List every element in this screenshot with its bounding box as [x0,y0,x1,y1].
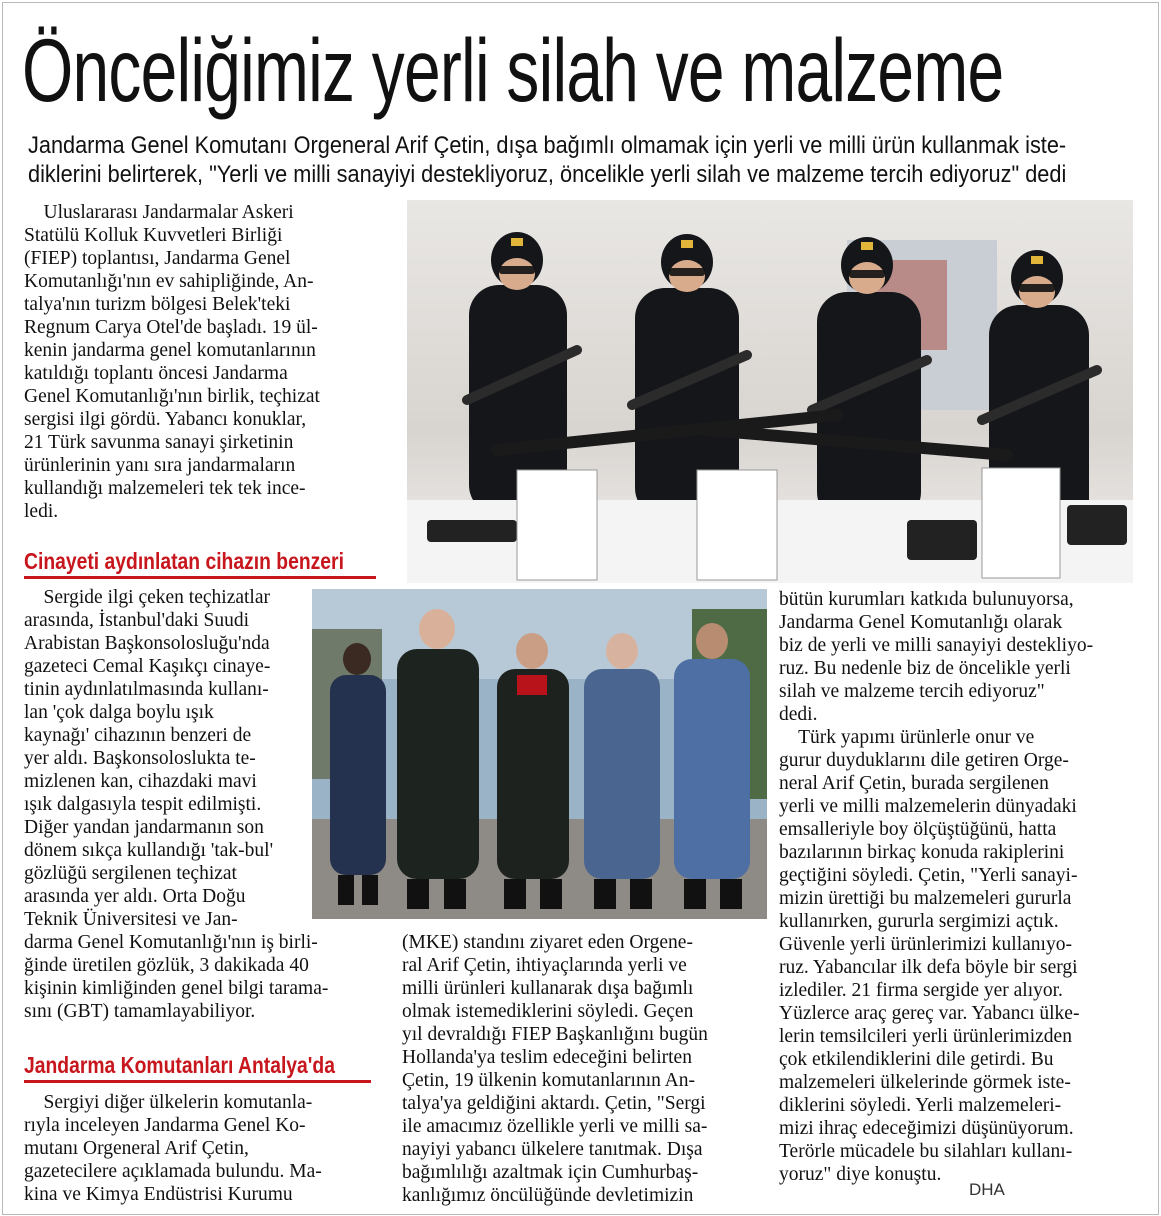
subhead-commanders: Jandarma Komutanları Antalya'da [24,1052,335,1078]
right-paragraph: bütün kurumları katkıda bulunuyorsa, Jandarma Genel Komutanlığı olarak biz de yerli ve milli sanayiyi destekliyo- ruz. Bu nedenle biz de öncelikle yerli silah ve malzeme tercih ediyoruz" dedi. Türk yapımı ürünlerle onur ve gurur duyduklarını dile getiren Orge- neral Arif Çetin, burada sergilenen yerli ve milli malzemelerin dünyadaki emsalleriyle boy ölçüştüğünü, hatta bazılarının birkaç konuda rakiplerini geçtiğini söyledi. Çetin, "Yerli sanayi- mizin ürettiği bu malzemeleri gururla kullanırken, gururla sergimizi açtık. Güvenle yerli ürünlerimizi kullanıyo- ruz. Yabancılar ilk defa böyle bir sergi izlediler. 21 firma sergide yer alıyor. Yüzlerce araç gereç var. Yabancı ülke- lerin temsilcileri yerli ürünlerimizden çok etkilendiklerini dile getirdi. Bu malzemeleri ülkelerinde görmek iste- diklerini söyledi. Yerli malzemeleri- mizi ihraç edeceğimizi düşünüyorum. Terörle mücadele bu silahları kullanı- yoruz" diye konuştu. [779,589,1094,1185]
news-agency-credit: DHA [969,1180,1005,1199]
device-paragraph: Sergide ilgi çeken teçhizatlar arasında, İstanbul'daki Suudi Arabistan Başkonsolosluğu'nda gazeteci Cemal Kaşıkçı cinaye- tinin aydınlatılmasında kullanı- lan 'çok dalga boylu ışık kaynağı' cihazının benzeri de yer aldı. Başkonsoloslukta te- mizlenen kan, cihazdaki mavi ışık dalgasıyla tespit edilmişti. Diğer yandan jandarmanın son dönem sıkça kullandığı 'tak-bul' gözlüğü sergilenen teçhizat arasında yer aldı. Orta Doğu Teknik Üniversitesi ve Jan- darma Genel Komutanlığı'nın iş birli- ğinde üretilen gözlük, 3 dakikada 40 kişinin kimliğinden genel bilgi tarama- sını (GBT) tamamlayabiliyor. [24,587,329,1022]
intro-paragraph: Uluslararası Jandarmalar Askeri Statülü Kolluk Kuvvetleri Birliği (FIEP) toplantısı, Jandarma Genel Komutanlığı'nın ev sahipliğinde, An- talya'nın turizm bölgesi Belek'teki Regnum Carya Otel'de başladı. 19 ül- kenin jandarma genel komutanlarının katıldığı toplantı öncesi Jandarma Genel Komutanlığı'nın birlik, teçhizat sergisi ilgi gördü. Yabancı konuklar, 21 Türk savunma sanayi şirketinin ürünlerinin yanı sıra jandarmaların kullandığı malzemeleri tek tek ince- ledi. [24,202,320,522]
commanders-group-image [312,589,767,919]
subhead-commanders-underline [24,1080,371,1083]
subhead-device: Cinayeti aydınlatan cihazın benzeri [24,548,344,574]
photo-weapons-exhibit [407,200,1133,583]
headline: Önceliğimiz yerli silah ve malzeme [22,20,1004,120]
commanders-paragraph: Sergiyi diğer ülkelerin komutanla- rıyla inceleyen Jandarma Genel Ko- mutanı Orgeneral Arif Çetin, gazetecilere açıklamada bulundu. Ma- kina ve Kimya Endüstrisi Kurumu [24,1092,322,1205]
gendarmes-weapons-image [407,200,1133,583]
subhead-device-underline [24,576,376,579]
photo-commanders-group [312,589,767,919]
deck: Jandarma Genel Komutanı Orgeneral Arif Çetin, dışa bağımlı olmamak için yerli ve milli ürün kullanmak iste- diklerini belirterek, "Yerli ve milli sanayiyi destekliyoruz, öncelikle yerli silah ve malzeme tercih ediyoruz" dedi [28,132,1067,188]
middle-paragraph: (MKE) standını ziyaret eden Orgene- ral Arif Çetin, ihtiyaçlarında yerli ve milli ürünleri kullanarak dışa bağımlı olmak istemediklerini söyledi. Geçen yıl devraldığı FIEP Başkanlığını bugün Hollanda'ya teslim edeceğini belirten Çetin, 19 ülkenin komutanlarının An- talya'ya geldiğini aktardı. Çetin, "Sergi ile amacımız özellikle yerli ve milli sa- nayiyi yabancı ülkelere tanıtmak. Dışa bağımlılığı azaltmak için Cumhurbaş- kanlığımız öncülüğünde devletimizin [402,932,708,1206]
